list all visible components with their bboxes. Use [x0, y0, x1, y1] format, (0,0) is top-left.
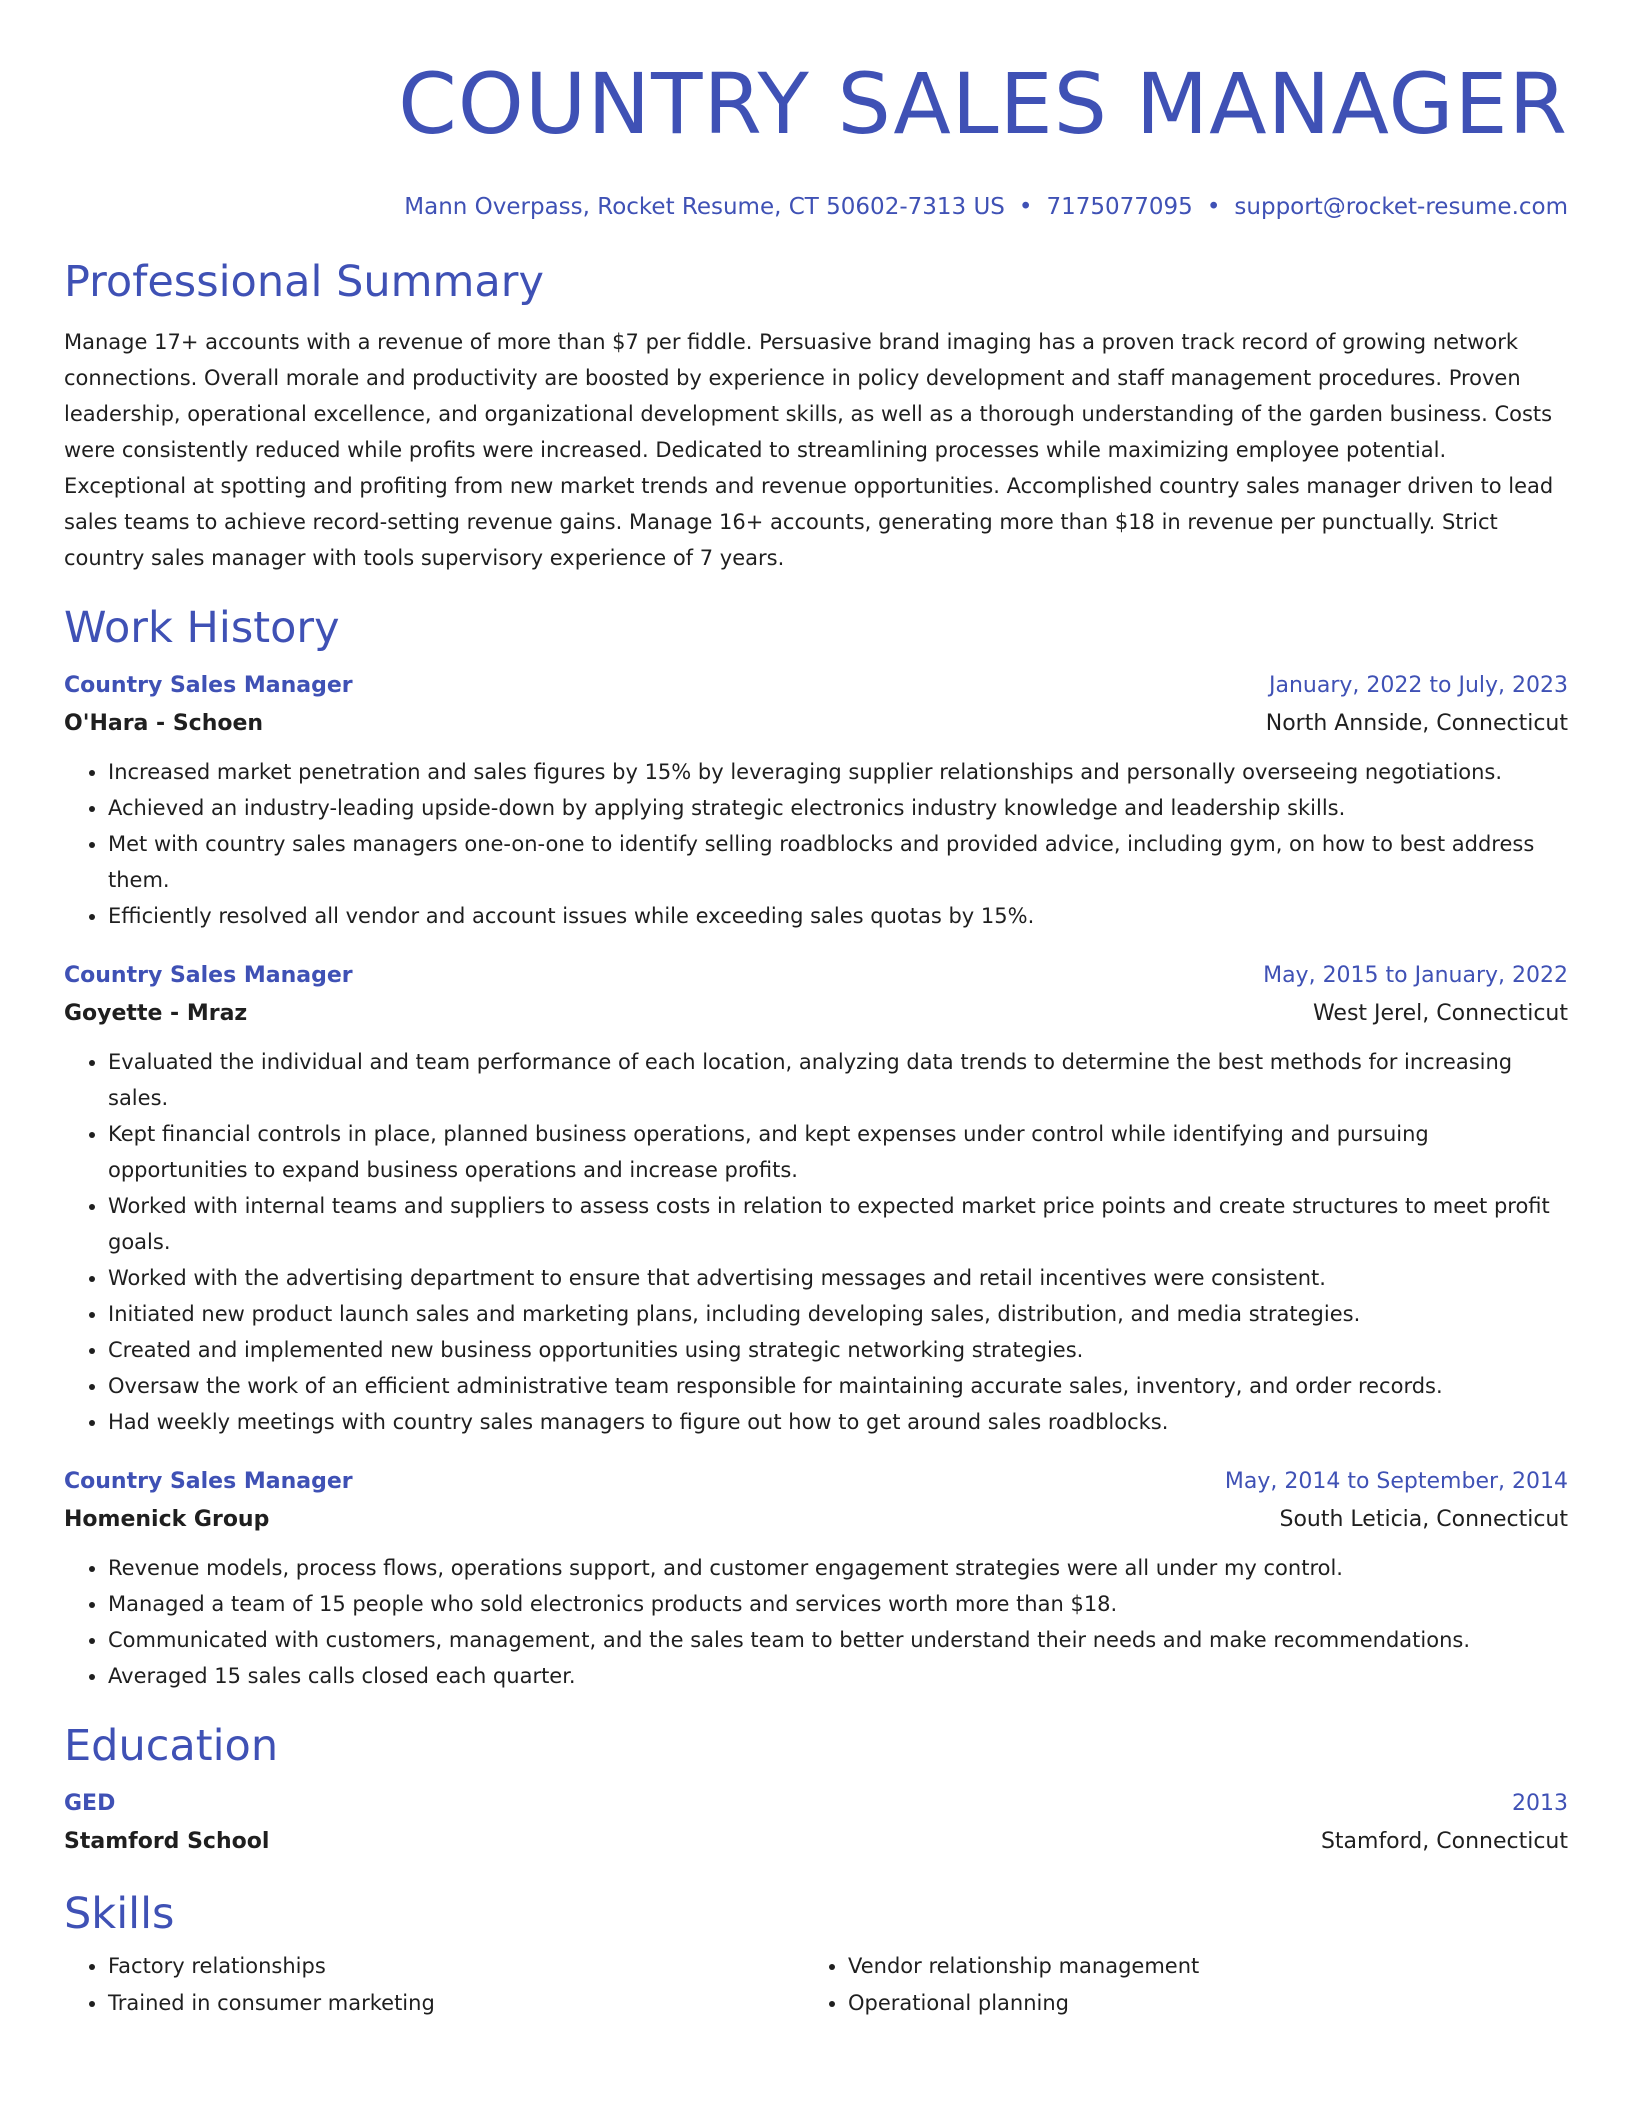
- job-title: Country Sales Manager: [64, 673, 353, 698]
- education-year: 2013: [1512, 1791, 1568, 1816]
- job-bullet: • Kept financial controls in place, planned business operations, and kept expenses under control while identifying and pursuing opportunities to expand business operations and increase profits.: [108, 1116, 1568, 1188]
- job-bullet: • Managed a team of 15 people who sold electronics products and services worth more than $18.: [108, 1586, 1568, 1622]
- job-header-row: [64, 1464, 1568, 1500]
- job-company-row: [64, 1500, 1568, 1540]
- education-school: Stamford School: [64, 1829, 270, 1854]
- work-history-heading: Work History: [64, 603, 340, 653]
- job-bullets: [64, 1044, 1568, 1440]
- skills-heading: Skills: [64, 1889, 175, 1939]
- job-dates: May, 2014 to September, 2014: [1224, 1469, 1568, 1494]
- job-entry: [64, 1464, 1568, 1694]
- education-header-row: [64, 1786, 1568, 1822]
- job-company: Goyette - Mraz: [64, 1001, 248, 1026]
- job-company-row: [64, 994, 1568, 1034]
- job-bullet: • Created and implemented new business opportunities using strategic networking strategies.: [108, 1332, 1568, 1368]
- job-entry: [64, 958, 1568, 1440]
- job-bullet: • Initiated new product launch sales and marketing plans, including developing sales, distribution, and media strategies.: [108, 1296, 1568, 1332]
- contact-separator: •: [1206, 194, 1221, 220]
- summary-section: [64, 256, 1568, 576]
- job-bullet: • Worked with internal teams and suppliers to assess costs in relation to expected market price points and create structures to meet profit goals.: [108, 1188, 1568, 1260]
- job-title: Country Sales Manager: [64, 1469, 353, 1494]
- education-school-row: [64, 1822, 1568, 1862]
- job-bullets: [64, 1550, 1568, 1694]
- education-entry: [64, 1786, 1568, 1862]
- contact-address: Mann Overpass, Rocket Resume, CT 50602-7313 US: [404, 194, 1005, 220]
- job-bullet: • Achieved an industry-leading upside-down by applying strategic electronics industry knowledge and leadership skills.: [108, 790, 1568, 826]
- education-degree: GED: [64, 1791, 116, 1816]
- job-bullet: • Averaged 15 sales calls closed each quarter.: [108, 1658, 1568, 1694]
- skill-item: • Factory relationships: [108, 1948, 804, 1985]
- job-company-row: [64, 704, 1568, 744]
- job-bullet: • Had weekly meetings with country sales managers to figure out how to get around sales roadblocks.: [108, 1404, 1568, 1440]
- job-location: South Leticia, Connecticut: [1279, 1507, 1568, 1532]
- skills-section: [64, 1888, 1568, 2022]
- job-bullet: • Communicated with customers, management, and the sales team to better understand their needs and make recommendations.: [108, 1622, 1568, 1658]
- contact-separator: •: [1018, 194, 1033, 220]
- contact-phone: 7175077095: [1046, 194, 1193, 220]
- skill-item: • Vendor relationship management: [848, 1948, 1564, 1985]
- job-bullet: • Increased market penetration and sales figures by 15% by leveraging supplier relationships and personally overseeing negotiations.: [108, 754, 1568, 790]
- job-bullet: • Efficiently resolved all vendor and account issues while exceeding sales quotas by 15%.: [108, 898, 1568, 934]
- contact-email[interactable]: support@rocket-resume.com: [1234, 194, 1568, 220]
- work-history-section: [64, 602, 1568, 1694]
- summary-heading: Professional Summary: [64, 257, 544, 307]
- skill-item: • Trained in consumer marketing: [108, 1985, 804, 2022]
- job-bullet: • Met with country sales managers one-on-one to identify selling roadblocks and provided advice, including gym, on how to best address them.: [108, 826, 1568, 898]
- job-bullets: [64, 754, 1568, 934]
- contact-line: [64, 192, 1568, 222]
- education-section: [64, 1720, 1568, 1862]
- job-dates: May, 2015 to January, 2022: [1263, 963, 1568, 988]
- education-location: Stamford, Connecticut: [1320, 1829, 1568, 1854]
- job-location: West Jerel, Connecticut: [1312, 1001, 1568, 1026]
- job-bullet: • Evaluated the individual and team performance of each location, analyzing data trends to determine the best methods for increasing sales.: [108, 1044, 1568, 1116]
- job-entry: [64, 668, 1568, 934]
- resume-name: COUNTRY SALES MANAGER: [398, 55, 1568, 153]
- job-bullet: • Oversaw the work of an efficient administrative team responsible for maintaining accurate sales, inventory, and order records.: [108, 1368, 1568, 1404]
- job-company: Homenick Group: [64, 1507, 270, 1532]
- job-bullet: • Worked with the advertising department to ensure that advertising messages and retail incentives were consistent.: [108, 1260, 1568, 1296]
- job-title: Country Sales Manager: [64, 963, 353, 988]
- summary-text: Manage 17+ accounts with a revenue of more than $7 per fiddle. Persuasive brand imaging has a proven track record of growing network connections. Overall morale and productivity are boosted by experience in policy development and staff management procedures. Proven leadership, operational excellence, and organizational development skills, as well as a thorough understanding of the garden business. Costs were consistently reduced while profits were increased. Dedicated to streamlining processes while maximizing employee potential. Exceptional at spotting and profiting from new market trends and revenue opportunities. Accomplished country sales manager driven to lead sales teams to achieve record-setting revenue gains. Manage 16+ accounts, generating more than $18 in revenue per punctually. Strict country sales manager with tools supervisory experience of 7 years.: [64, 330, 1554, 570]
- skills-grid: [64, 1948, 1568, 2022]
- skill-item: • Operational planning: [848, 1985, 1564, 2022]
- education-heading: Education: [64, 1721, 279, 1771]
- job-dates: January, 2022 to July, 2023: [1269, 673, 1568, 698]
- job-header-row: [64, 958, 1568, 994]
- job-bullet: • Revenue models, process flows, operations support, and customer engagement strategies were all under my control.: [108, 1550, 1568, 1586]
- job-header-row: [64, 668, 1568, 704]
- job-company: O'Hara - Schoen: [64, 711, 264, 736]
- skills-column-left: [64, 1948, 804, 2022]
- skills-column-right: [804, 1948, 1564, 2022]
- job-location: North Annside, Connecticut: [1265, 711, 1568, 736]
